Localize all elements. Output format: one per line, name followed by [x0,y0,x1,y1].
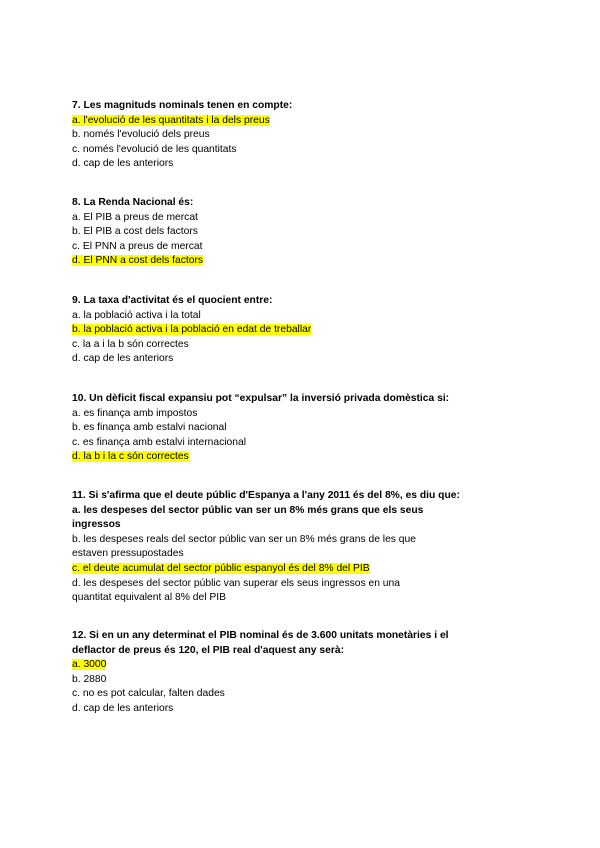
answer-option: d. cap de les anteriors [72,702,174,714]
answer-option: b. només l'evolució dels preus [72,129,210,141]
question-title: 11. Si s'afirma que el deute públic d'Espanya a l'any 2011 és del 8%, es diu que: [72,490,460,501]
answer-option: c. es finança amb estalvi internacional [72,436,246,448]
answer-option-correct: a. 3000 [72,659,107,671]
answer-option: c. la a i la b són correctes [72,338,189,350]
answer-option: b. es finança amb estalvi nacional [72,422,227,434]
answer-option-correct: d. la b i la c són correctes [72,451,189,463]
answer-option: b. El PIB a cost dels factors [72,226,198,238]
question-title: 10. Un dèficit fiscal expansiu pot “expulsar” la inversió privada domèstica si: [72,393,450,404]
answer-option-correct: b. la població activa i la població en edat de treballar [72,324,312,336]
question-7 [72,99,542,172]
answer-option: a. El PIB a preus de mercat [72,211,198,223]
answer-option: b. les despeses reals del sector públic van ser un 8% més grans de les que [72,533,416,545]
answer-option: c. només l'evolució de les quantitats [72,143,237,155]
answer-option: quantitat equivalent al 8% del PIB [72,592,226,604]
question-9 [72,294,542,367]
answer-option: b. 2880 [72,673,107,685]
answer-option: a. la població activa i la total [72,309,201,321]
question-title: deflactor de preus és 120, el PIB real d'aquest any serà: [72,644,345,656]
answer-option-correct: a. l'evolució de les quantitats i la dels preus [72,114,270,126]
answer-option: d. les despeses del sector públic van superar els seus ingressos en una [72,577,400,589]
question-title: 9. La taxa d'activitat és el quocient entre: [72,295,273,306]
question-11 [72,489,542,606]
answer-option-correct: c. el deute acumulat del sector públic espanyol és del 8% del PIB [72,562,370,574]
question-12 [72,629,542,717]
answer-option: c. no es pot calcular, falten dades [72,688,225,700]
answer-option: d. cap de les anteriors [72,353,174,365]
question-title: 8. La Renda Nacional és: [72,197,194,208]
question-title: 12. Si en un any determinat el PIB nominal és de 3.600 unitats monetàries i el [72,630,449,641]
answer-option-correct: d. El PNN a cost dels factors [72,255,204,267]
answer-option: c. El PNN a preus de mercat [72,240,203,252]
question-10 [72,392,542,465]
answer-option-bold: a. les despeses del sector públic van ser un 8% més grans que els seus [72,504,424,516]
answer-option: d. cap de les anteriors [72,158,174,170]
answer-option-bold: ingressos [72,519,121,531]
question-title: 7. Les magnituds nominals tenen en compte: [72,100,293,111]
answer-option: estaven pressupostades [72,548,184,560]
question-8 [72,196,542,269]
answer-option: a. es finança amb impostos [72,407,198,419]
